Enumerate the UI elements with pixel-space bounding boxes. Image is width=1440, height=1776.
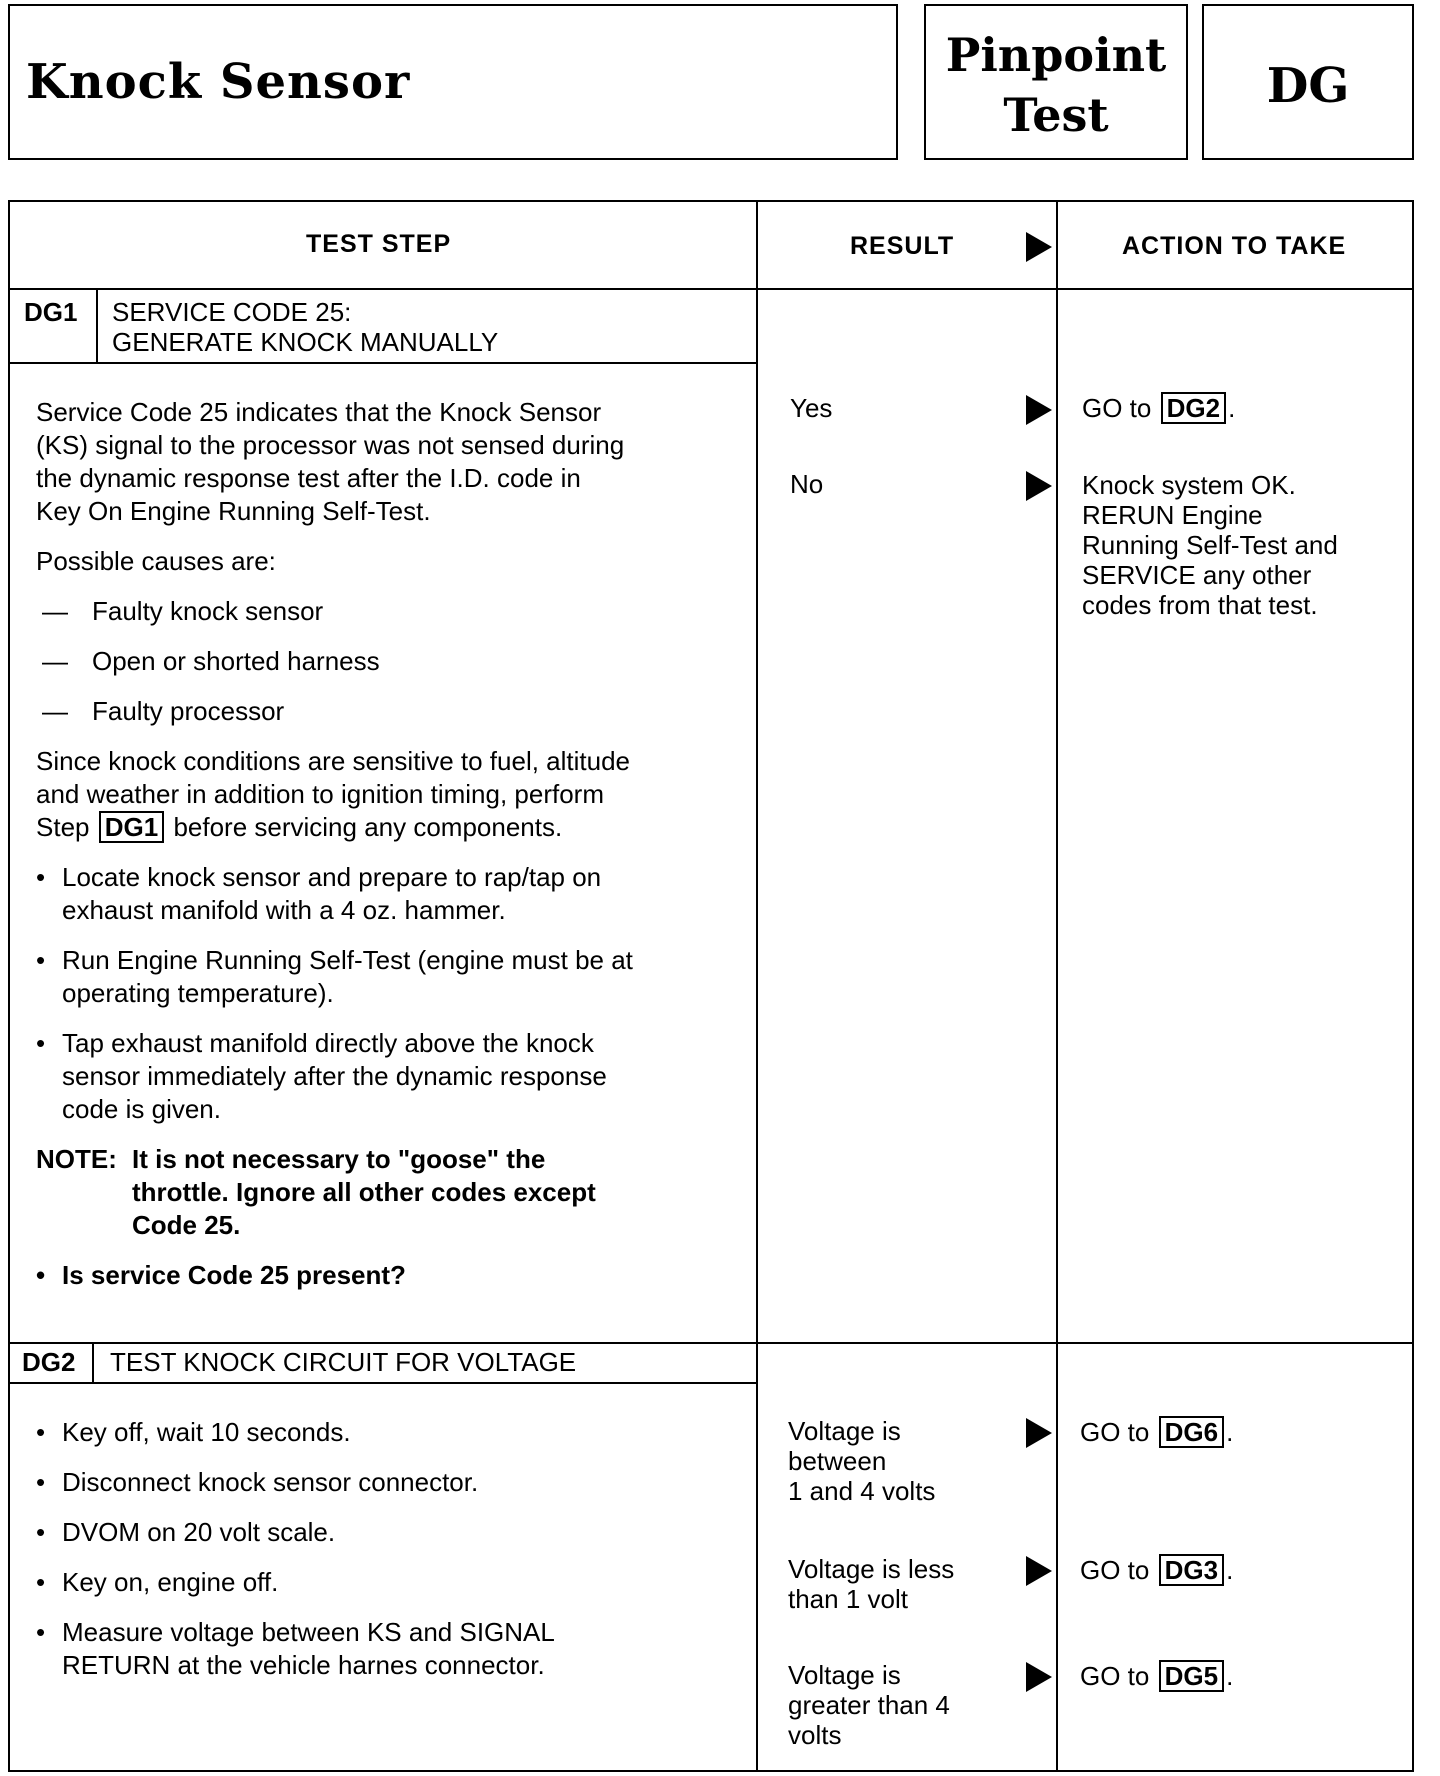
cause-item-1: Faulty knock sensor: [92, 596, 324, 626]
dg1-bullet3-line1: • Tap exhaust manifold directly above the knock: [62, 1027, 594, 1060]
dg2-action-3: [1080, 1660, 1233, 1693]
dg1-bullet2-line2: operating temperature).: [62, 978, 334, 1008]
go-to-label: GO to: [1080, 1661, 1150, 1691]
dg1-intro-line1: Service Code 25 indicates that the Knock Sensor: [36, 397, 602, 427]
dg1-action-no-line2: RERUN Engine: [1082, 500, 1263, 530]
column-divider-2: [1056, 202, 1058, 1770]
period: .: [1226, 1555, 1234, 1585]
page-title: Knock Sensor: [26, 54, 411, 110]
header-title-box: [8, 4, 898, 160]
dg1-result-no: No: [790, 469, 824, 499]
ref-dg2[interactable]: DG2: [1161, 392, 1226, 424]
cause-dash-icon: —: [42, 646, 68, 676]
period: .: [1228, 393, 1236, 423]
col-test-step: TEST STEP: [306, 230, 452, 258]
dg2-step-5-line2: RETURN at the vehicle harnes connector.: [62, 1650, 545, 1680]
dg2-action-1: [1080, 1416, 1233, 1449]
arrow-right-icon: [1026, 471, 1052, 501]
col-action: ACTION TO TAKE: [1122, 232, 1347, 260]
dg1-bullet1-line1: • Locate knock sensor and prepare to rap/tap on: [62, 861, 601, 894]
dg2-row-divider: [10, 1342, 1412, 1344]
note-line2: throttle. Ignore all other codes except: [132, 1177, 596, 1207]
header-code-box: [1202, 4, 1414, 160]
test-label: Test: [1003, 88, 1109, 142]
dg1-action-no-line1: Knock system OK.: [1082, 470, 1296, 500]
arrow-right-icon: [1026, 1556, 1052, 1586]
ref-dg5[interactable]: DG5: [1159, 1660, 1224, 1692]
since-line2: and weather in addition to ignition timing, perform: [36, 779, 604, 809]
dg2-result-2-line2: than 1 volt: [788, 1584, 908, 1614]
dg2-action-2: [1080, 1554, 1233, 1587]
cause-dash-icon: —: [42, 596, 68, 626]
dg1-intro-line2: (KS) signal to the processor was not sensed during: [36, 430, 625, 460]
note-line3: Code 25.: [132, 1210, 241, 1240]
causes-label: Possible causes are:: [36, 546, 276, 576]
go-to-label: GO to: [1080, 1555, 1150, 1585]
dg2-result-3-line2: greater than 4: [788, 1690, 950, 1720]
dg2-result-1-line2: between: [788, 1446, 887, 1476]
since-line3: [36, 811, 562, 844]
dg2-result-3-line3: volts: [788, 1720, 842, 1750]
note-label: NOTE:: [36, 1144, 117, 1174]
dg2-title-divider: [10, 1382, 756, 1384]
period: .: [1226, 1661, 1234, 1691]
step-prefix: Step: [36, 812, 90, 842]
test-code: DG: [1266, 58, 1350, 114]
dg1-intro-line4: Key On Engine Running Self-Test.: [36, 496, 431, 526]
dg1-id-divider: [96, 288, 98, 362]
note-line1: It is not necessary to "goose" the: [132, 1144, 546, 1174]
ref-dg1[interactable]: DG1: [99, 811, 164, 843]
header-row-divider: [10, 288, 1412, 290]
cause-item-2: Open or shorted harness: [92, 646, 380, 676]
dg2-result-3-line1: Voltage is: [788, 1660, 901, 1690]
go-to-label: GO to: [1080, 1417, 1150, 1447]
dg1-result-yes: Yes: [790, 393, 833, 423]
col-result: RESULT: [850, 232, 955, 260]
dg1-bullet1-line2: exhaust manifold with a 4 oz. hammer.: [62, 895, 506, 925]
arrow-right-icon: [1026, 1418, 1052, 1448]
dg1-question: • Is service Code 25 present?: [62, 1259, 406, 1292]
dg1-bullet3-line2: sensor immediately after the dynamic response: [62, 1061, 607, 1091]
dg1-action-no-line5: codes from that test.: [1082, 590, 1318, 620]
arrow-right-icon: [1026, 395, 1052, 425]
header-pinpoint-box: [924, 4, 1188, 160]
dg1-title-line2: GENERATE KNOCK MANUALLY: [112, 327, 499, 357]
pinpoint-table: [8, 200, 1414, 1772]
column-divider-1: [756, 202, 758, 1770]
dg1-bullet3-line3: code is given.: [62, 1094, 221, 1124]
ref-dg3[interactable]: DG3: [1159, 1554, 1224, 1586]
dg2-id: DG2: [22, 1347, 76, 1377]
dg2-step-5-line1: • Measure voltage between KS and SIGNAL: [62, 1616, 555, 1649]
dg2-step-1: • Key off, wait 10 seconds.: [62, 1416, 351, 1449]
dg1-bullet2-line1: • Run Engine Running Self-Test (engine must be at: [62, 944, 633, 977]
period: .: [1226, 1417, 1234, 1447]
dg2-result-1-line3: 1 and 4 volts: [788, 1476, 936, 1506]
arrow-right-icon: [1026, 1662, 1052, 1692]
cause-item-3: Faulty processor: [92, 696, 285, 726]
since-line1: Since knock conditions are sensitive to fuel, altitude: [36, 746, 631, 776]
go-to-label: GO to: [1082, 393, 1152, 423]
dg1-id: DG1: [24, 297, 78, 327]
dg1-action-yes: [1082, 392, 1235, 425]
result-arrow-icon: [1026, 232, 1052, 262]
dg1-intro-line3: the dynamic response test after the I.D. code in: [36, 463, 581, 493]
dg2-step-3: • DVOM on 20 volt scale.: [62, 1516, 335, 1549]
dg2-step-4: • Key on, engine off.: [62, 1566, 278, 1599]
pinpoint-label: Pinpoint: [945, 28, 1167, 82]
dg1-title-line1: SERVICE CODE 25:: [112, 297, 352, 327]
dg2-id-divider: [92, 1342, 94, 1382]
cause-dash-icon: —: [42, 696, 68, 726]
dg2-step-2: • Disconnect knock sensor connector.: [62, 1466, 478, 1499]
ref-dg6[interactable]: DG6: [1159, 1416, 1224, 1448]
dg2-result-2-line1: Voltage is less: [788, 1554, 955, 1584]
step-suffix: before servicing any components.: [173, 812, 563, 842]
dg1-action-no-line4: SERVICE any other: [1082, 560, 1312, 590]
dg1-action-no-line3: Running Self-Test and: [1082, 530, 1338, 560]
dg2-title: TEST KNOCK CIRCUIT FOR VOLTAGE: [110, 1347, 577, 1377]
dg1-title-divider: [10, 362, 756, 364]
dg2-result-1-line1: Voltage is: [788, 1416, 901, 1446]
